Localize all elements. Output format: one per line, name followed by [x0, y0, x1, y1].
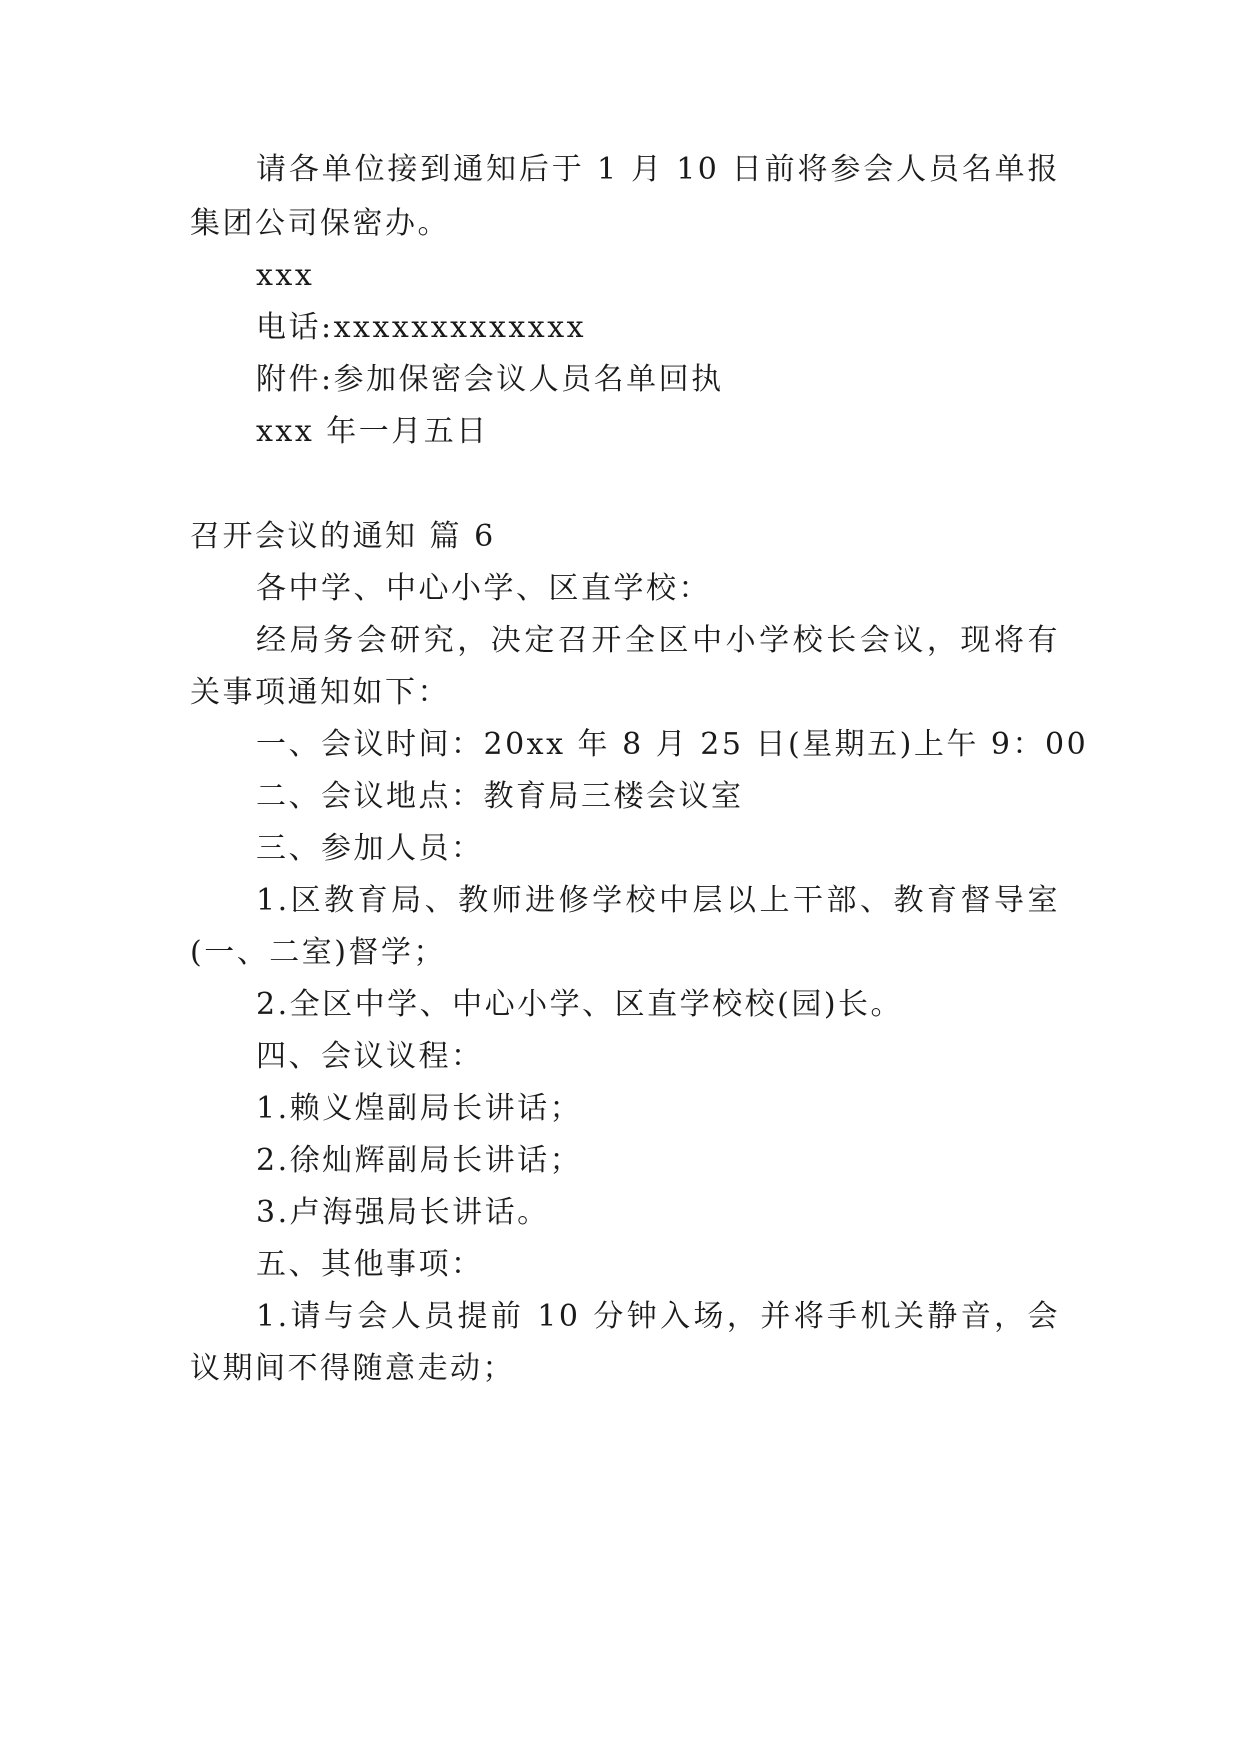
- list-item: 2.徐灿辉副局长讲话；: [256, 1143, 583, 1178]
- list-item: 三、参加人员：: [256, 831, 484, 866]
- paragraph-line: 经局务会研究，决定召开全区中小学校长会议，现将有: [256, 623, 1060, 658]
- attachment-line: 附件:参加保密会议人员名单回执: [256, 362, 724, 397]
- list-item: 二、会议地点：教育局三楼会议室: [256, 779, 744, 814]
- list-item: (一、二室)督学；: [190, 935, 446, 970]
- date-line: xxx 年一月五日: [256, 414, 489, 449]
- list-item: 1.请与会人员提前 10 分钟入场，并将手机关静音，会: [256, 1299, 1060, 1334]
- phone-line: 电话:xxxxxxxxxxxxx: [256, 310, 587, 345]
- paragraph-line: 关事项通知如下：: [190, 675, 450, 710]
- paragraph-line: 集团公司保密办。: [190, 206, 450, 241]
- section-title: 召开会议的通知 篇 6: [190, 519, 496, 554]
- list-item: 3.卢海强局长讲话。: [256, 1195, 550, 1230]
- list-item: 五、其他事项：: [256, 1247, 484, 1282]
- sender-name: xxx: [256, 258, 315, 293]
- list-item: 1.区教育局、教师进修学校中层以上干部、教育督导室: [256, 883, 1060, 918]
- paragraph-line: 请各单位接到通知后于 1 月 10 日前将参会人员名单报: [256, 152, 1060, 187]
- list-item: 2.全区中学、中心小学、区直学校校(园)长。: [256, 987, 904, 1022]
- addressee-line: 各中学、中心小学、区直学校：: [256, 571, 711, 606]
- list-item: 议期间不得随意走动；: [190, 1351, 515, 1386]
- list-item: 四、会议议程：: [256, 1039, 484, 1074]
- list-item: 一、会议时间：20xx 年 8 月 25 日(星期五)上午 9：00: [256, 727, 1089, 762]
- list-item: 1.赖义煌副局长讲话；: [256, 1091, 583, 1126]
